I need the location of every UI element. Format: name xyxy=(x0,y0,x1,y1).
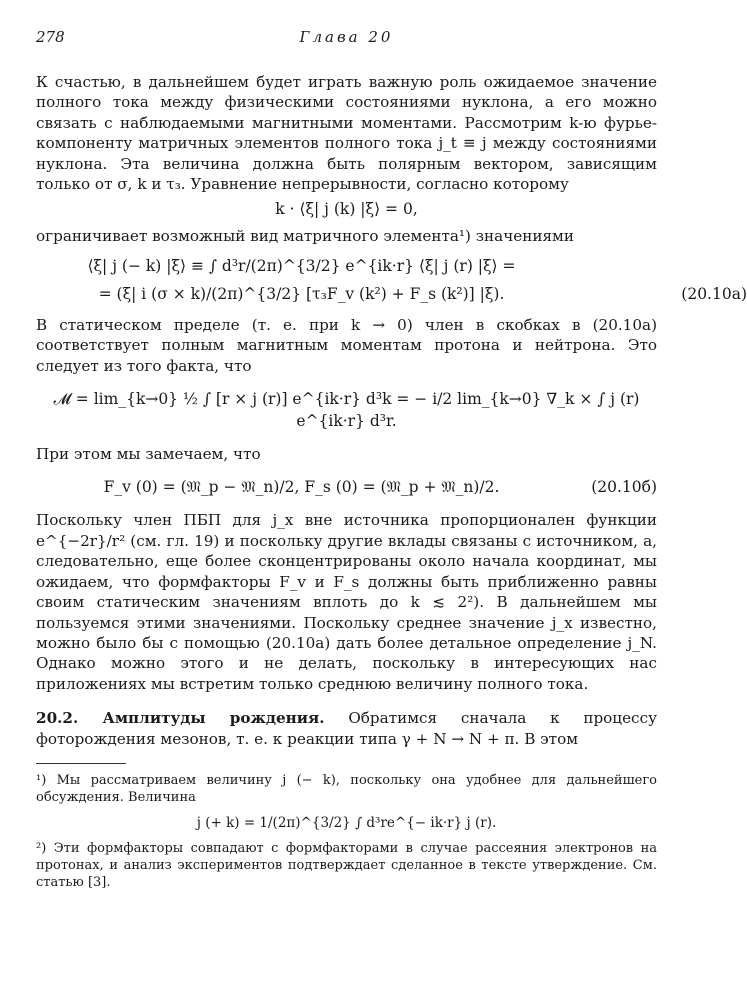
paragraph-restriction: ограничивает возможный вид матричного элемента¹) значениями xyxy=(36,227,574,246)
paragraph-production xyxy=(36,708,657,749)
running-header xyxy=(36,28,657,50)
section-text: Обратимся сначала к процессу фоторождения мезонов, т. е. к реакции типа γ + N → N + π. В этом xyxy=(36,709,658,748)
section-heading: 20.2. Амплитуды рождения. xyxy=(36,709,325,728)
equation-20-10b: F_v (0) = (𝔐_p − 𝔐_n)/2, F_s (0) = (𝔐_p + 𝔐_n)/2. (20.10б) xyxy=(103,478,657,497)
footnote-1-equation: j (+ k) = 1/(2π)^{3/2} ∫ d³re^{− ik·r} j (r). xyxy=(196,814,497,831)
equation-number-20-10b: (20.10б) xyxy=(591,478,657,497)
equation-magnetic-moment: 𝓜 = lim_{k→0} ½ ∫ [r × j (r)] e^{ik·r} d³k = − i/2 lim_{k→0} ∇_k × ∫ j (r) e^{ik·r} d³r. xyxy=(53,390,640,431)
equation-20-10a-line2: = (ξ| i (σ × k)/(2π)^{3/2} [τ₃F_v (k²) + F_s (k²)] |ξ). (20.10а) xyxy=(98,284,747,303)
paragraph-form-factors: Поскольку член ПБП для j_x вне источника пропорционален функции e^{−2r}/r² (см. гл. 19) и поскольку другие вклады связаны с источником, а, следовательно, еще более сконцентрированы около начала координат, мы ожидаем, что формфакторы F_v и F_s должны быть приближенно равны своим статическим значениям вплоть до k ≲ 2²). В дальнейшем мы пользуемся этими значениями. Поскольку среднее значение j_x известно, можно было бы с помощью (20.10а) дать более детальное определение j_N. Однако можно этого и не делать, поскольку в интересующих нас приложениях мы встретим только среднюю величину полного тока. xyxy=(36,511,657,693)
paragraph-note: При этом мы замечаем, что xyxy=(36,445,261,464)
footnotes xyxy=(36,772,657,891)
equation-continuity: k · ⟨ξ| j (k) |ξ⟩ = 0, xyxy=(275,200,418,219)
paragraph-intro: К счастью, в дальнейшем будет играть важную роль ожидаемое значение полного тока между физическими состояниями нуклона, а его можно связать с наблюдаемыми магнитными моментами. Рассмотрим k-ю фурье-компоненту матричных элементов полного тока j_t ≡ j между состояниями нуклона. Эта величина должна быть полярным вектором, зависящим только от σ, k и τ₃. Уравнение непрерывности, согласно которому xyxy=(36,73,657,194)
equation-number-20-10a: (20.10а) xyxy=(681,284,747,303)
footnote-1: ¹) Мы рассматриваем величину j (− k), поскольку она удобнее для дальнейшего обсуждения. Величина xyxy=(36,772,657,805)
page-number: 278 xyxy=(36,28,65,46)
footnote-rule xyxy=(36,763,126,764)
footnote-2: ²) Эти формфакторы совпадают с формфакторами в случае рассеяния электронов на протонах, и анализ экспериментов подтверждает сделанное в тексте утверждение. См. статью [3]. xyxy=(36,840,657,890)
paragraph-static-limit: В статическом пределе (т. е. при k → 0) член в скобках в (20.10а) соответствует полным магнитным моментам протона и нейтрона. Это следует из того факта, что xyxy=(36,315,657,375)
chapter-title: Глава 20 xyxy=(299,28,394,46)
main-text xyxy=(36,72,747,891)
equation-20-10a-line1: ⟨ξ| j (− k) |ξ⟩ ≡ ∫ d³r/(2π)^{3/2} e^{ik·r} ⟨ξ| j (r) |ξ⟩ = xyxy=(87,256,516,275)
